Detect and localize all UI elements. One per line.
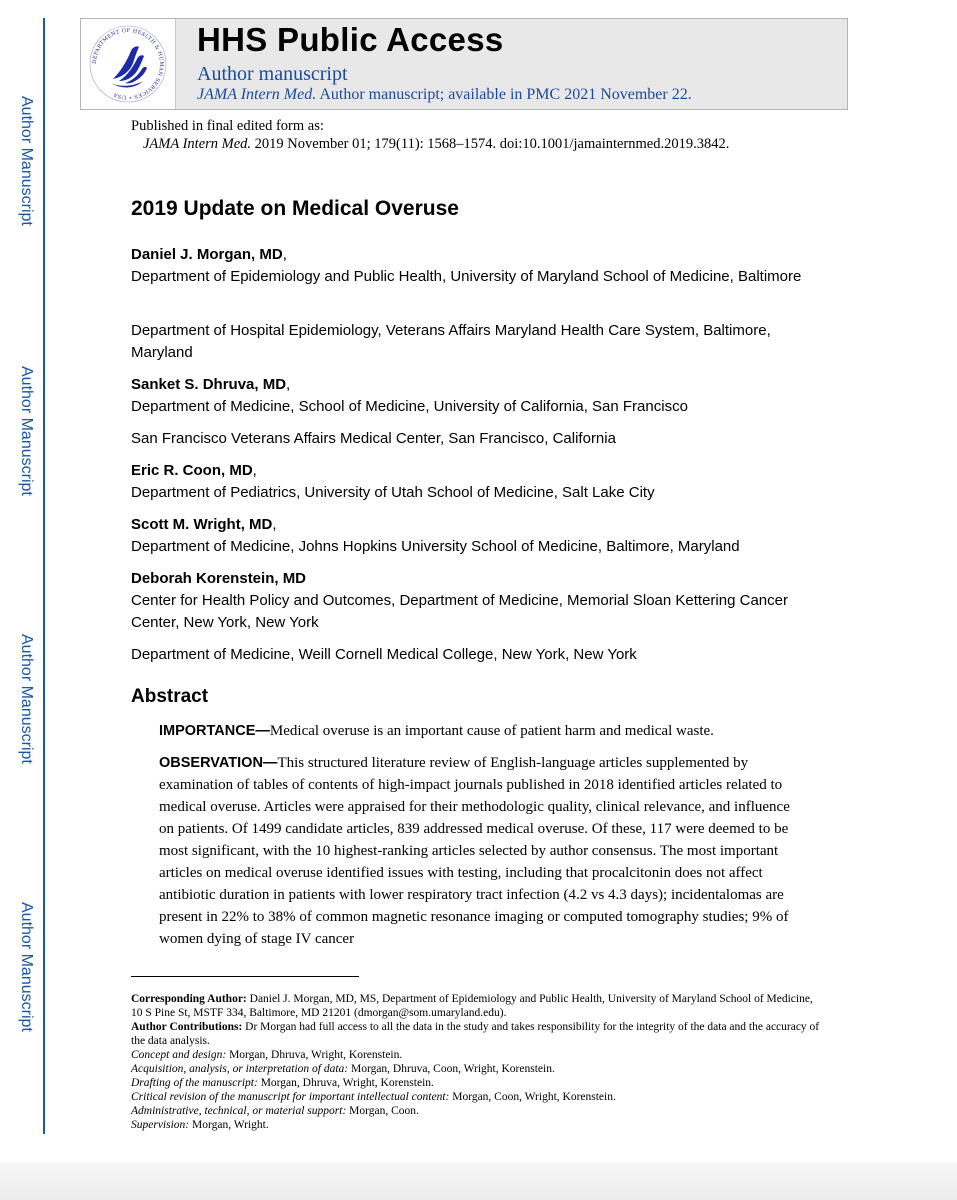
hhs-logo bbox=[81, 19, 176, 109]
observation-text: This structured literature review of English-language articles supplemented by examination of tables of contents of high-impact journals published in 2018 identified articles related to medical overuse. Articles were appraised for their methodologic quality, clinical relevance, and influence on patients. Of 1499 candidate articles, 839 addressed medical overuse. Of these, 117 were deemed to be most significant, with the 10 highest-ranking articles selected by author consensus. The most important articles on medical overuse identified issues with testing, including that procalcitonin does not affect antibiotic duration in patients with lower respiratory tract infection (4.2 vs 4.3 days); incidentalomas are present in 22% to 38% of common magnetic resonance imaging or computed tomography studies; 9% of women dying of stage IV cancer bbox=[159, 755, 790, 947]
contribution-line: Supervision: Morgan, Wright. bbox=[131, 1119, 269, 1131]
contribution-line: Drafting of the manuscript: Morgan, Dhruva, Wright, Korenstein. bbox=[131, 1077, 434, 1089]
contribution-line: Acquisition, analysis, or interpretation of data: Morgan, Dhruva, Coon, Wright, Korenstein. bbox=[131, 1063, 555, 1075]
contribution-line: Administrative, technical, or material support: Morgan, Coon. bbox=[131, 1105, 419, 1117]
seal-text: DEPARTMENT OF HEALTH & HUMAN SERVICES • USA bbox=[91, 27, 165, 101]
author-name: Scott M. Wright, MD, bbox=[131, 516, 277, 533]
header-availability bbox=[197, 86, 692, 104]
abstract-observation bbox=[159, 752, 799, 950]
observation-label: OBSERVATION— bbox=[159, 755, 278, 771]
author-name: Daniel J. Morgan, MD, bbox=[131, 246, 287, 263]
author-name: Eric R. Coon, MD, bbox=[131, 462, 257, 479]
header-journal: JAMA Intern Med. bbox=[197, 86, 317, 103]
author-name: Sanket S. Dhruva, MD, bbox=[131, 376, 291, 393]
header-availability-text: Author manuscript; available in PMC 2021 November 22. bbox=[316, 86, 692, 103]
importance-label: IMPORTANCE— bbox=[159, 723, 270, 739]
sidebar-rule bbox=[43, 18, 45, 1134]
author-name: Deborah Korenstein, MD bbox=[131, 570, 307, 587]
published-label: Published in final edited form as: bbox=[131, 118, 324, 134]
citation-journal: JAMA Intern Med. bbox=[143, 136, 252, 152]
contribution-line: Concept and design: Morgan, Dhruva, Wright, Korenstein. bbox=[131, 1049, 403, 1061]
article-title: 2019 Update on Medical Overuse bbox=[131, 197, 459, 220]
abstract-importance bbox=[159, 720, 799, 742]
hhs-header bbox=[80, 18, 848, 110]
abstract-heading: Abstract bbox=[131, 686, 209, 707]
header-subtitle: Author manuscript bbox=[197, 63, 348, 85]
hhs-eagle-icon bbox=[85, 21, 171, 107]
author-affiliation: Department of Medicine, Weill Cornell Medical College, New York, New York bbox=[131, 646, 637, 663]
footnotes bbox=[131, 992, 823, 1132]
header-title: HHS Public Access bbox=[197, 21, 504, 58]
importance-text: Medical overuse is an important cause of patient harm and medical waste. bbox=[269, 723, 714, 739]
author-affiliation: Department of Medicine, School of Medicine, University of California, San Francisco bbox=[131, 398, 688, 415]
author-affiliation: Department of Pediatrics, University of Utah School of Medicine, Salt Lake City bbox=[131, 484, 655, 501]
author-contributions: Author Contributions: Dr Morgan had full access to all the data in the study and takes responsibility for the integrity of the data and the accuracy of the data analysis. bbox=[131, 1021, 820, 1047]
sidebar-label: Author Manuscript bbox=[18, 902, 35, 1032]
author-affiliation: Department of Hospital Epidemiology, Veterans Affairs Maryland Health Care System, Baltimore, Maryland bbox=[131, 322, 771, 361]
sidebar-label: Author Manuscript bbox=[18, 366, 35, 496]
contribution-line: Critical revision of the manuscript for important intellectual content: Morgan, Coon, Wright, Korenstein. bbox=[131, 1091, 616, 1103]
corresponding-author: Corresponding Author: Daniel J. Morgan, MD, MS, Department of Epidemiology and Public Health, University of Maryland School of Medicine, 10 S Pine St, MSTF 334, Baltimore, MD 21201 (dmorgan@som.umaryland.edu). bbox=[131, 993, 813, 1019]
sidebar-label: Author Manuscript bbox=[18, 634, 35, 764]
author-affiliation: San Francisco Veterans Affairs Medical Center, San Francisco, California bbox=[131, 430, 616, 447]
page-bottom-shade bbox=[0, 1162, 957, 1200]
citation-text: 2019 November 01; 179(11): 1568–1574. doi:10.1001/jamainternmed.2019.3842. bbox=[251, 136, 730, 152]
author-affiliation: Department of Epidemiology and Public Health, University of Maryland School of Medicine, Baltimore bbox=[131, 268, 802, 285]
footnote-rule bbox=[131, 976, 359, 977]
citation bbox=[143, 136, 729, 153]
sidebar-label: Author Manuscript bbox=[18, 96, 35, 226]
author-affiliation: Department of Medicine, Johns Hopkins University School of Medicine, Baltimore, Maryland bbox=[131, 538, 740, 555]
author-affiliation: Center for Health Policy and Outcomes, Department of Medicine, Memorial Sloan Kettering Cancer Center, New York, New York bbox=[131, 592, 788, 631]
